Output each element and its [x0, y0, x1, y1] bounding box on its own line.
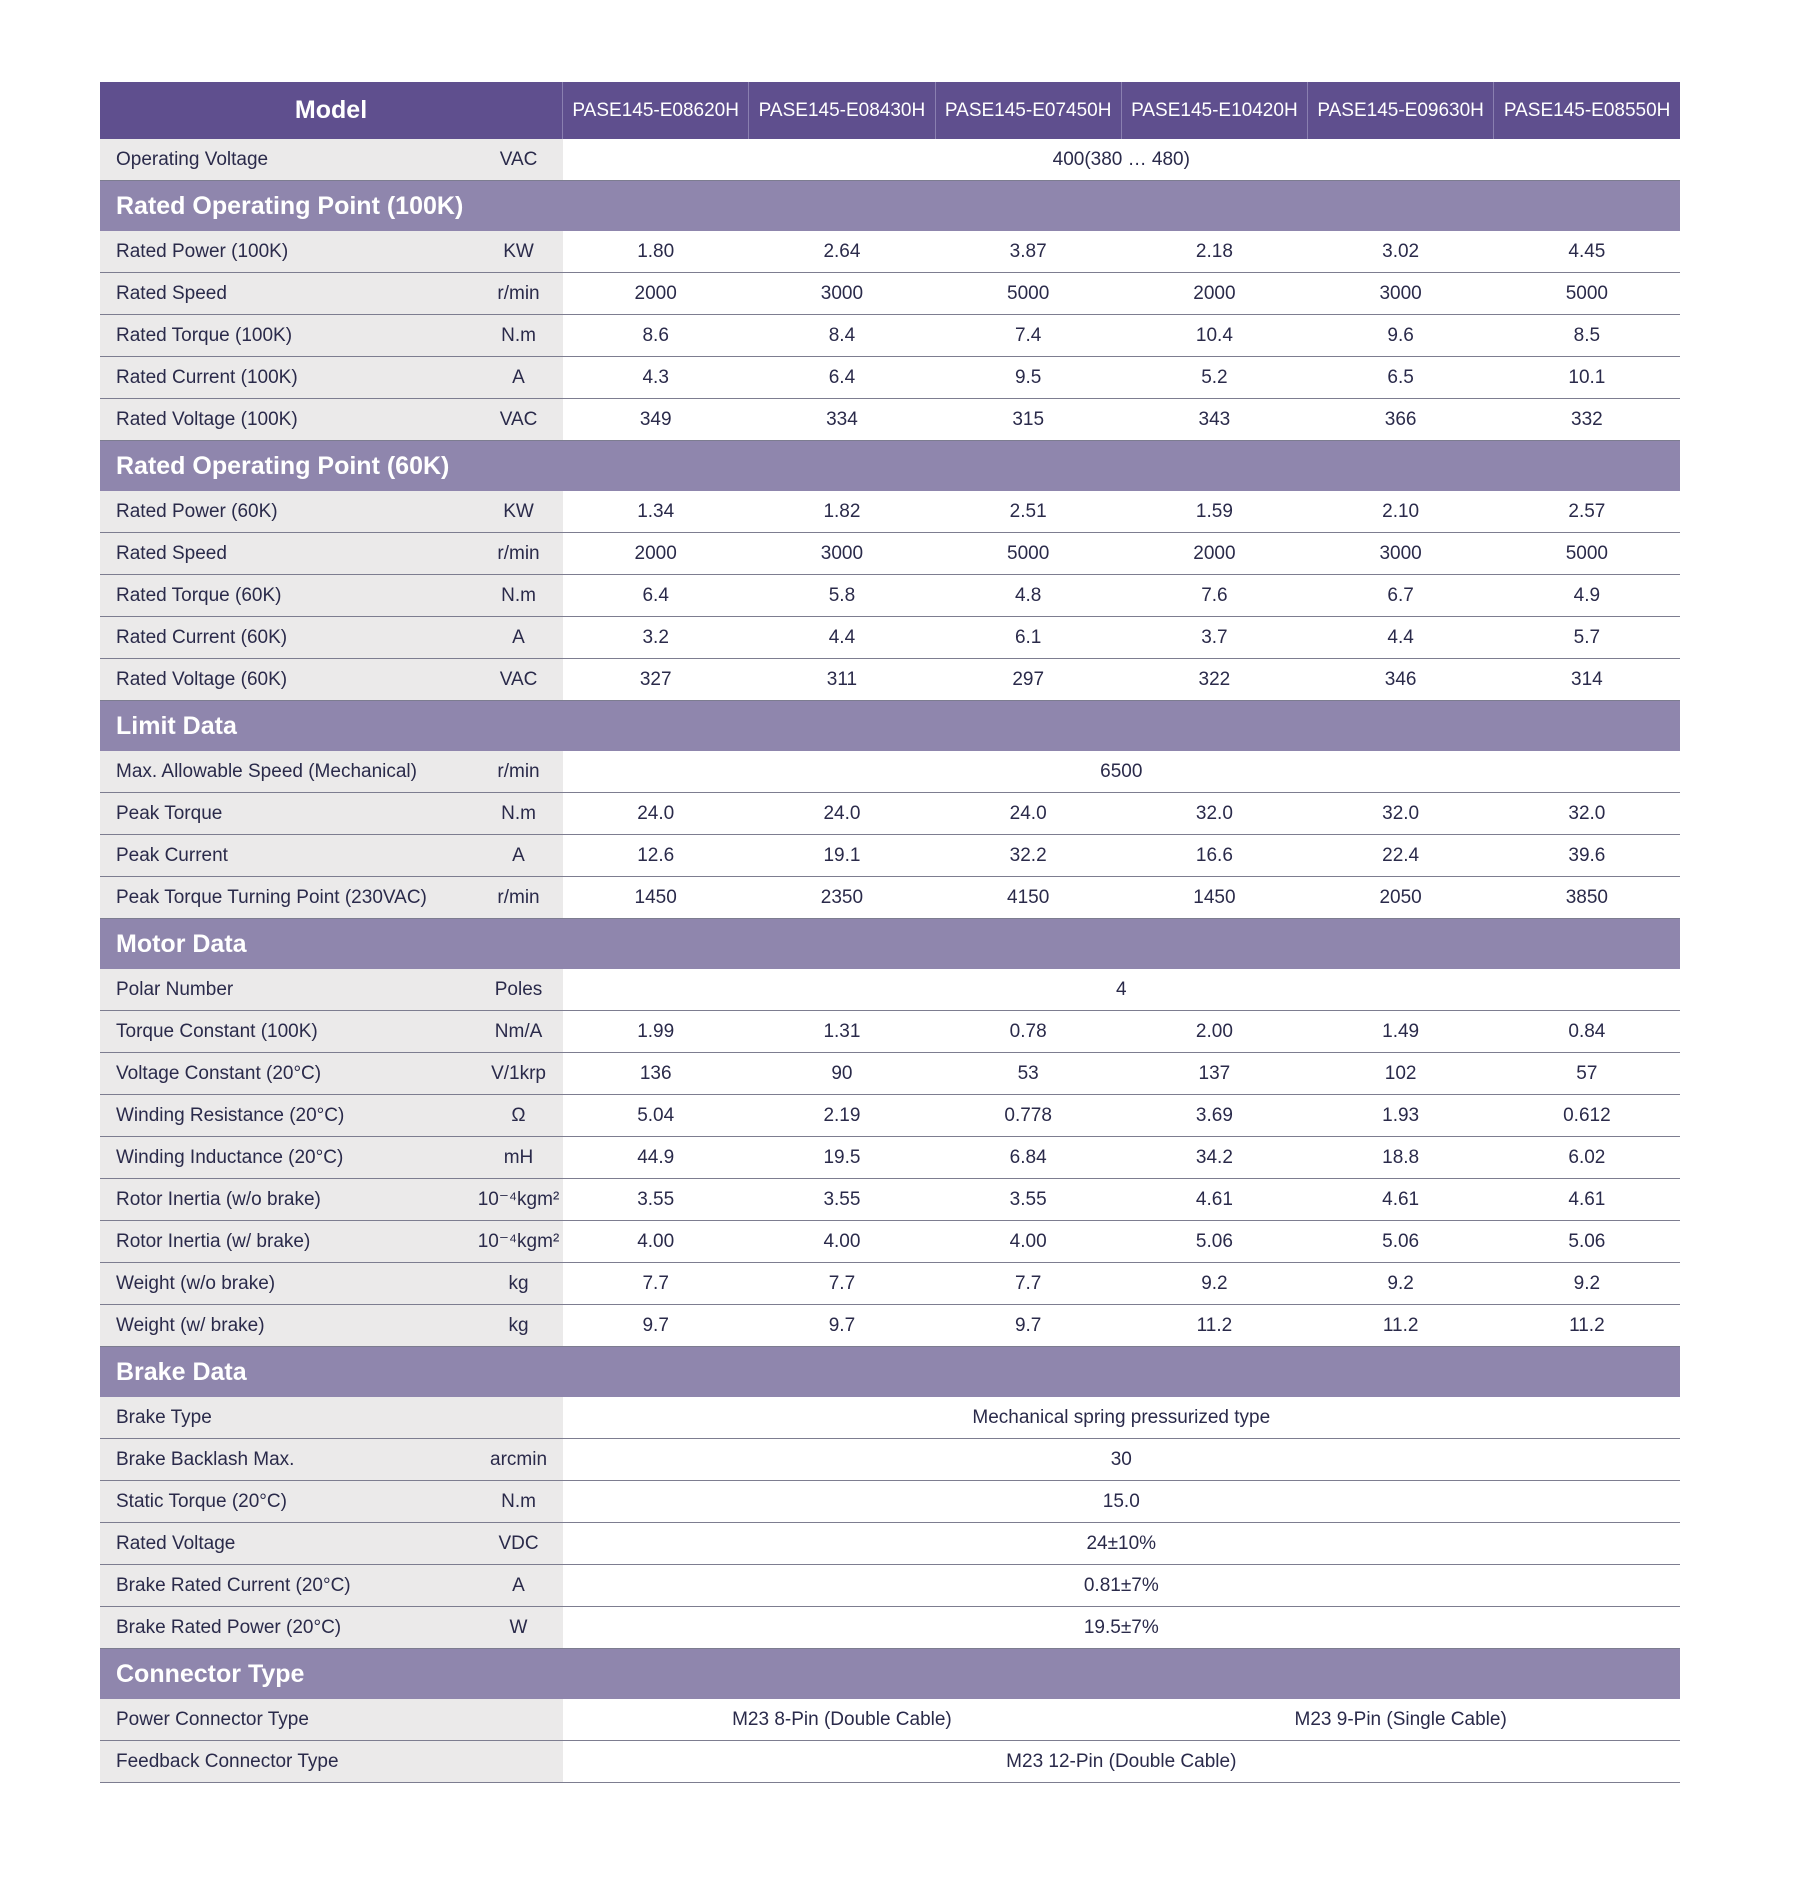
- table-row: [100, 1397, 1680, 1439]
- table-row: [100, 659, 1680, 701]
- row-label: Operating Voltage: [100, 139, 474, 181]
- row-value: 4.61: [1308, 1179, 1494, 1221]
- row-value: 5000: [1494, 273, 1680, 315]
- row-unit: mH: [474, 1137, 562, 1179]
- section-title: Brake Data: [100, 1347, 1680, 1398]
- row-label: Rated Power (60K): [100, 491, 474, 533]
- row-value: 4.3: [563, 357, 749, 399]
- table-row: [100, 1221, 1680, 1263]
- row-unit: kg: [474, 1305, 562, 1347]
- row-value: 4.4: [749, 617, 935, 659]
- row-value: 5000: [1494, 533, 1680, 575]
- table-row: [100, 399, 1680, 441]
- row-value: 2000: [1121, 533, 1307, 575]
- row-label: Rated Power (100K): [100, 231, 474, 273]
- row-label: Rated Current (60K): [100, 617, 474, 659]
- row-value: 7.4: [935, 315, 1121, 357]
- row-value: 11.2: [1494, 1305, 1680, 1347]
- table-row: [100, 835, 1680, 877]
- row-label: Rated Current (100K): [100, 357, 474, 399]
- row-value: 5.06: [1494, 1221, 1680, 1263]
- row-value: 5000: [935, 273, 1121, 315]
- row-value: 9.7: [935, 1305, 1121, 1347]
- row-value: 4.9: [1494, 575, 1680, 617]
- row-value: 137: [1121, 1053, 1307, 1095]
- row-value: 2050: [1308, 877, 1494, 919]
- table-row: [100, 1607, 1680, 1649]
- row-value: 2000: [563, 273, 749, 315]
- row-value: 24.0: [749, 793, 935, 835]
- row-value: 3000: [1308, 533, 1494, 575]
- section-title: Rated Operating Point (100K): [100, 181, 1680, 232]
- row-unit: KW: [474, 231, 562, 273]
- row-value: 3.69: [1121, 1095, 1307, 1137]
- table-row: [100, 1565, 1680, 1607]
- row-value: 4.45: [1494, 231, 1680, 273]
- row-value: 5.8: [749, 575, 935, 617]
- row-value: 1.49: [1308, 1011, 1494, 1053]
- table-row: [100, 315, 1680, 357]
- row-value: 3850: [1494, 877, 1680, 919]
- table-row: [100, 1699, 1680, 1741]
- row-value: 315: [935, 399, 1121, 441]
- row-value: 0.612: [1494, 1095, 1680, 1137]
- row-unit: r/min: [474, 533, 562, 575]
- row-label: Rotor Inertia (w/ brake): [100, 1221, 474, 1263]
- row-unit: Ω: [474, 1095, 562, 1137]
- row-value: 22.4: [1308, 835, 1494, 877]
- row-value: 4.8: [935, 575, 1121, 617]
- section-header: [100, 441, 1680, 492]
- row-value: 2.57: [1494, 491, 1680, 533]
- table-row: [100, 533, 1680, 575]
- row-value: 24.0: [935, 793, 1121, 835]
- table-row: [100, 1305, 1680, 1347]
- row-value: 102: [1308, 1053, 1494, 1095]
- model-title: Model: [100, 82, 563, 139]
- row-value: 9.5: [935, 357, 1121, 399]
- table-row: [100, 1741, 1680, 1783]
- row-value: 4: [563, 969, 1680, 1011]
- row-label: Brake Rated Current (20°C): [100, 1565, 474, 1607]
- row-unit: KW: [474, 491, 562, 533]
- row-value: 6.4: [563, 575, 749, 617]
- row-unit: A: [474, 835, 562, 877]
- row-value: 9.2: [1121, 1263, 1307, 1305]
- row-unit: N.m: [474, 315, 562, 357]
- row-value: 4.61: [1494, 1179, 1680, 1221]
- row-value: 4.00: [935, 1221, 1121, 1263]
- table-row: [100, 1053, 1680, 1095]
- row-value: 136: [563, 1053, 749, 1095]
- row-value: 5.04: [563, 1095, 749, 1137]
- row-label: Brake Type: [100, 1397, 474, 1439]
- table-row: [100, 273, 1680, 315]
- row-label: Winding Inductance (20°C): [100, 1137, 474, 1179]
- row-value: 6.4: [749, 357, 935, 399]
- row-label: Brake Rated Power (20°C): [100, 1607, 474, 1649]
- row-unit: r/min: [474, 273, 562, 315]
- table-row: [100, 1011, 1680, 1053]
- table-row: [100, 1439, 1680, 1481]
- section-header: [100, 1347, 1680, 1398]
- row-value: M23 9-Pin (Single Cable): [1294, 1708, 1507, 1730]
- row-unit: r/min: [474, 751, 562, 793]
- row-label: Weight (w/o brake): [100, 1263, 474, 1305]
- row-value: 9.2: [1308, 1263, 1494, 1305]
- row-value: 3.2: [563, 617, 749, 659]
- row-value: M23 12-Pin (Double Cable): [563, 1741, 1680, 1783]
- row-value: 5.06: [1121, 1221, 1307, 1263]
- row-value: 5.2: [1121, 357, 1307, 399]
- row-value: 366: [1308, 399, 1494, 441]
- row-value: 11.2: [1121, 1305, 1307, 1347]
- model-name: PASE145-E08430H: [749, 82, 935, 139]
- row-value: 7.7: [749, 1263, 935, 1305]
- row-value: 3.55: [749, 1179, 935, 1221]
- row-label: Rated Voltage: [100, 1523, 474, 1565]
- table-row: [100, 231, 1680, 273]
- section-header: [100, 181, 1680, 232]
- row-value: 32.0: [1121, 793, 1307, 835]
- table-row: [100, 617, 1680, 659]
- row-unit: 10⁻⁴kgm²: [474, 1221, 562, 1263]
- row-value: 297: [935, 659, 1121, 701]
- row-value: 327: [563, 659, 749, 701]
- row-value: 2350: [749, 877, 935, 919]
- row-unit: W: [474, 1607, 562, 1649]
- row-label: Max. Allowable Speed (Mechanical): [100, 751, 474, 793]
- row-label: Weight (w/ brake): [100, 1305, 474, 1347]
- row-value: 57: [1494, 1053, 1680, 1095]
- row-value: 3.55: [935, 1179, 1121, 1221]
- row-value: 2.64: [749, 231, 935, 273]
- table-row: [100, 1481, 1680, 1523]
- table-row: [100, 969, 1680, 1011]
- table-row: [100, 575, 1680, 617]
- row-value: 90: [749, 1053, 935, 1095]
- row-unit: [474, 1397, 562, 1439]
- model-name: PASE145-E07450H: [935, 82, 1121, 139]
- section-header: [100, 919, 1680, 970]
- row-label: Rated Torque (60K): [100, 575, 474, 617]
- row-unit: 10⁻⁴kgm²: [474, 1179, 562, 1221]
- row-value: 2000: [1121, 273, 1307, 315]
- row-value: 1.31: [749, 1011, 935, 1053]
- row-value: 6.5: [1308, 357, 1494, 399]
- row-value: 3.02: [1308, 231, 1494, 273]
- table-row: [100, 139, 1680, 181]
- row-value: 5.06: [1308, 1221, 1494, 1263]
- row-value: 4.4: [1308, 617, 1494, 659]
- row-value: 3.7: [1121, 617, 1307, 659]
- row-value: Mechanical spring pressurized type: [563, 1397, 1680, 1439]
- row-value: 9.7: [749, 1305, 935, 1347]
- table-row: [100, 491, 1680, 533]
- row-unit: [474, 1741, 562, 1783]
- row-value: 2.10: [1308, 491, 1494, 533]
- row-value: 1.99: [563, 1011, 749, 1053]
- row-value: 24±10%: [563, 1523, 1680, 1565]
- section-title: Connector Type: [100, 1649, 1680, 1700]
- row-unit: A: [474, 1565, 562, 1607]
- row-label: Feedback Connector Type: [100, 1741, 474, 1783]
- row-value: 1.34: [563, 491, 749, 533]
- row-value: 6.1: [935, 617, 1121, 659]
- row-unit: N.m: [474, 793, 562, 835]
- row-label: Peak Torque: [100, 793, 474, 835]
- row-unit: arcmin: [474, 1439, 562, 1481]
- model-name: PASE145-E09630H: [1308, 82, 1494, 139]
- row-value: M23 8-Pin (Double Cable): [732, 1708, 952, 1730]
- row-label: Rated Speed: [100, 273, 474, 315]
- row-value: 4.00: [563, 1221, 749, 1263]
- header-row: [100, 82, 1680, 139]
- row-unit: [474, 1699, 562, 1741]
- model-name: PASE145-E10420H: [1121, 82, 1307, 139]
- row-unit: A: [474, 617, 562, 659]
- row-value: 32.0: [1308, 793, 1494, 835]
- row-label: Rated Voltage (60K): [100, 659, 474, 701]
- section-title: Limit Data: [100, 701, 1680, 752]
- table-row: [100, 793, 1680, 835]
- row-value: 3000: [749, 273, 935, 315]
- row-value: 19.5: [749, 1137, 935, 1179]
- row-unit: N.m: [474, 1481, 562, 1523]
- table-row: [100, 1095, 1680, 1137]
- row-unit: N.m: [474, 575, 562, 617]
- row-value: 44.9: [563, 1137, 749, 1179]
- row-label: Rotor Inertia (w/o brake): [100, 1179, 474, 1221]
- row-label: Peak Torque Turning Point (230VAC): [100, 877, 474, 919]
- row-unit: Nm/A: [474, 1011, 562, 1053]
- row-value: 311: [749, 659, 935, 701]
- row-value: 1.59: [1121, 491, 1307, 533]
- row-label: Torque Constant (100K): [100, 1011, 474, 1053]
- row-value: 4150: [935, 877, 1121, 919]
- row-label: Power Connector Type: [100, 1699, 474, 1741]
- row-unit: V/1krp: [474, 1053, 562, 1095]
- row-value: 19.5±7%: [563, 1607, 1680, 1649]
- row-value: 332: [1494, 399, 1680, 441]
- row-value: 9.6: [1308, 315, 1494, 357]
- row-value: 8.5: [1494, 315, 1680, 357]
- row-value: 1.82: [749, 491, 935, 533]
- row-value: 24.0: [563, 793, 749, 835]
- row-value: 343: [1121, 399, 1307, 441]
- row-value: 3000: [749, 533, 935, 575]
- row-value: 11.2: [1308, 1305, 1494, 1347]
- row-value: 0.84: [1494, 1011, 1680, 1053]
- row-value: 0.778: [935, 1095, 1121, 1137]
- row-label: Brake Backlash Max.: [100, 1439, 474, 1481]
- row-value: 10.4: [1121, 315, 1307, 357]
- row-value: 30: [563, 1439, 1680, 1481]
- table-row: [100, 1523, 1680, 1565]
- row-unit: kg: [474, 1263, 562, 1305]
- row-value: 6.02: [1494, 1137, 1680, 1179]
- row-unit: VAC: [474, 139, 562, 181]
- row-value: 3.87: [935, 231, 1121, 273]
- row-value: 8.4: [749, 315, 935, 357]
- row-value: 53: [935, 1053, 1121, 1095]
- row-value: 9.2: [1494, 1263, 1680, 1305]
- row-value: 34.2: [1121, 1137, 1307, 1179]
- row-value: 9.7: [563, 1305, 749, 1347]
- spec-table: [100, 82, 1680, 1783]
- section-title: Motor Data: [100, 919, 1680, 970]
- row-label: Voltage Constant (20°C): [100, 1053, 474, 1095]
- model-name: PASE145-E08550H: [1494, 82, 1680, 139]
- row-value: 0.81±7%: [563, 1565, 1680, 1607]
- row-value: 314: [1494, 659, 1680, 701]
- section-header: [100, 701, 1680, 752]
- table-row: [100, 1137, 1680, 1179]
- model-name: PASE145-E08620H: [563, 82, 749, 139]
- row-value: 4.61: [1121, 1179, 1307, 1221]
- row-value: 322: [1121, 659, 1307, 701]
- row-unit: A: [474, 357, 562, 399]
- row-value: 7.7: [935, 1263, 1121, 1305]
- table-row: [100, 357, 1680, 399]
- row-value: 2.19: [749, 1095, 935, 1137]
- row-value: 1450: [563, 877, 749, 919]
- row-value: 2.18: [1121, 231, 1307, 273]
- row-value: 32.2: [935, 835, 1121, 877]
- row-value: 16.6: [1121, 835, 1307, 877]
- row-value: 10.1: [1494, 357, 1680, 399]
- row-label: Peak Current: [100, 835, 474, 877]
- row-unit: Poles: [474, 969, 562, 1011]
- row-value: 7.7: [563, 1263, 749, 1305]
- row-value: 5.7: [1494, 617, 1680, 659]
- row-value: 4.00: [749, 1221, 935, 1263]
- row-value: 12.6: [563, 835, 749, 877]
- row-value: 6.7: [1308, 575, 1494, 617]
- table-row: [100, 1263, 1680, 1305]
- row-unit: r/min: [474, 877, 562, 919]
- row-value: 2000: [563, 533, 749, 575]
- row-value: 400(380 … 480): [563, 139, 1680, 181]
- row-value: 32.0: [1494, 793, 1680, 835]
- row-value: 2.51: [935, 491, 1121, 533]
- row-value: 346: [1308, 659, 1494, 701]
- row-value: 1.80: [563, 231, 749, 273]
- row-value-split: [563, 1699, 1680, 1741]
- row-value: 1450: [1121, 877, 1307, 919]
- row-value: 334: [749, 399, 935, 441]
- row-label: Static Torque (20°C): [100, 1481, 474, 1523]
- row-value: 6500: [563, 751, 1680, 793]
- row-value: 3000: [1308, 273, 1494, 315]
- row-value: 15.0: [563, 1481, 1680, 1523]
- row-unit: VDC: [474, 1523, 562, 1565]
- row-label: Rated Torque (100K): [100, 315, 474, 357]
- row-value: 19.1: [749, 835, 935, 877]
- row-label: Rated Voltage (100K): [100, 399, 474, 441]
- row-value: 7.6: [1121, 575, 1307, 617]
- row-value: 3.55: [563, 1179, 749, 1221]
- row-label: Winding Resistance (20°C): [100, 1095, 474, 1137]
- row-unit: VAC: [474, 659, 562, 701]
- row-value: 18.8: [1308, 1137, 1494, 1179]
- row-value: 2.00: [1121, 1011, 1307, 1053]
- table-row: [100, 751, 1680, 793]
- row-label: Rated Speed: [100, 533, 474, 575]
- section-title: Rated Operating Point (60K): [100, 441, 1680, 492]
- section-header: [100, 1649, 1680, 1700]
- row-unit: VAC: [474, 399, 562, 441]
- table-row: [100, 877, 1680, 919]
- row-value: 8.6: [563, 315, 749, 357]
- row-label: Polar Number: [100, 969, 474, 1011]
- row-value: 39.6: [1494, 835, 1680, 877]
- row-value: 0.78: [935, 1011, 1121, 1053]
- row-value: 6.84: [935, 1137, 1121, 1179]
- row-value: 349: [563, 399, 749, 441]
- table-row: [100, 1179, 1680, 1221]
- row-value: 1.93: [1308, 1095, 1494, 1137]
- row-value: 5000: [935, 533, 1121, 575]
